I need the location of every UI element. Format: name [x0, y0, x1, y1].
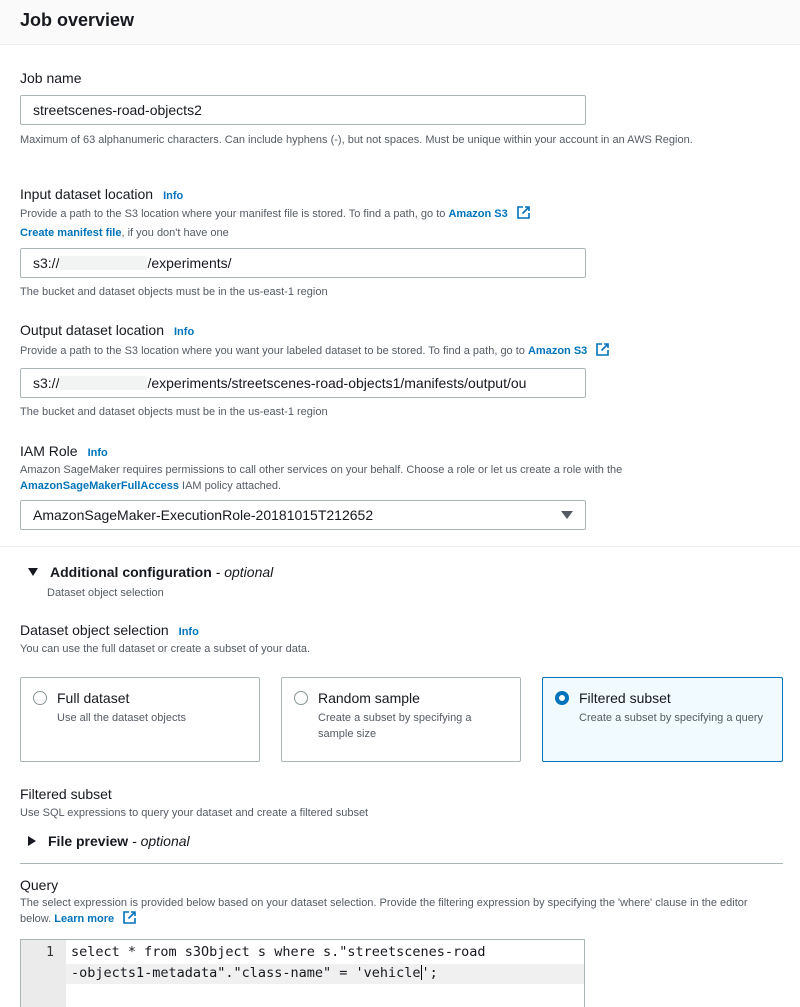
- job-name-label: Job name: [20, 70, 82, 86]
- output-location-desc: [20, 343, 609, 359]
- additional-config-optional: - optional: [215, 564, 274, 580]
- create-manifest-line: [20, 225, 229, 241]
- input-location-suffix: /experiments/: [147, 255, 232, 271]
- redacted-bucket: [59, 376, 147, 390]
- file-preview-title: File preview: [48, 833, 129, 849]
- iam-role-info-link[interactable]: Info: [87, 447, 108, 459]
- output-location-suffix: /experiments/streetscenes-road-objects1/manifests/output/ou: [147, 375, 527, 391]
- iam-role-desc-suffix: IAM policy attached.: [182, 480, 282, 492]
- page-title: Job overview: [20, 10, 135, 30]
- object-selection-desc: You can use the full dataset or create a subset of your data.: [20, 643, 311, 655]
- object-selection-info-link[interactable]: Info: [178, 626, 199, 638]
- output-location-label-text: Output dataset location: [20, 322, 164, 338]
- output-location-input[interactable]: [20, 368, 586, 398]
- tile-title: Filtered subset: [579, 690, 671, 706]
- output-location-hint: The bucket and dataset objects must be in the us-east-1 region: [20, 406, 328, 418]
- file-preview-optional: - optional: [132, 833, 190, 849]
- tile-full-dataset[interactable]: [20, 677, 260, 762]
- query-editor[interactable]: [20, 939, 585, 1007]
- tile-desc: Use all the dataset objects: [57, 712, 187, 724]
- additional-config-toggle[interactable]: [28, 564, 273, 580]
- file-preview-toggle[interactable]: [28, 833, 190, 849]
- input-location-desc-text: Provide a path to the S3 location where your manifest file is stored. To find a path, go to: [20, 208, 446, 220]
- redacted-bucket: [59, 256, 147, 270]
- input-location-input[interactable]: [20, 248, 586, 278]
- code-line-2[interactable]: [71, 965, 438, 981]
- radio-full-dataset[interactable]: [33, 691, 47, 705]
- external-link-icon[interactable]: [517, 206, 530, 219]
- input-s3-link[interactable]: Amazon S3: [448, 208, 508, 220]
- tile-title: Random sample: [318, 690, 420, 706]
- output-location-info-link[interactable]: Info: [174, 326, 195, 338]
- input-location-info-link[interactable]: Info: [163, 190, 184, 202]
- learn-more-link[interactable]: Learn more: [54, 913, 115, 925]
- tile-filtered-subset[interactable]: [542, 677, 783, 762]
- input-location-hint: The bucket and dataset objects must be in the us-east-1 region: [20, 286, 328, 298]
- divider: [20, 863, 783, 864]
- iam-role-label-text: IAM Role: [20, 443, 78, 459]
- input-location-label: [20, 186, 183, 202]
- section-divider: [0, 546, 800, 547]
- additional-config-title: Additional configuration: [50, 564, 212, 580]
- line-number: 1: [46, 945, 54, 960]
- tile-random-sample[interactable]: [281, 677, 521, 762]
- query-desc: [20, 895, 780, 927]
- page-header: [0, 0, 800, 45]
- caret-down-icon: [28, 568, 38, 576]
- code-line-2-tail: ';: [421, 965, 438, 981]
- create-manifest-link[interactable]: Create manifest file: [20, 227, 122, 239]
- additional-config-subtitle: Dataset object selection: [47, 587, 164, 599]
- iam-role-select[interactable]: [20, 500, 586, 530]
- radio-random-sample[interactable]: [294, 691, 308, 705]
- code-line-1[interactable]: select * from s3Object s where s."streetscenes-road: [71, 944, 486, 960]
- input-location-desc: [20, 206, 530, 222]
- input-location-prefix: s3://: [33, 255, 60, 271]
- query-label: Query: [20, 877, 59, 893]
- job-name-input[interactable]: streetscenes-road-objects2: [20, 95, 586, 125]
- tile-title: Full dataset: [57, 690, 130, 706]
- tile-desc: Create a subset by specifying a sample size: [318, 712, 472, 740]
- code-line-2-text: -objects1-metadata"."class-name" = 'vehicle: [71, 965, 421, 981]
- output-location-label: [20, 322, 194, 338]
- iam-role-desc-text: Amazon SageMaker requires permissions to call other services on your behalf. Choose a role or let us create a role with the: [20, 464, 623, 476]
- caret-down-icon: [561, 511, 573, 519]
- radio-filtered-subset[interactable]: [555, 691, 569, 705]
- iam-role-label: [20, 443, 108, 459]
- iam-role-desc: [20, 462, 780, 494]
- filtered-subset-desc: Use SQL expressions to query your dataset and create a filtered subset: [20, 807, 369, 819]
- input-location-label-text: Input dataset location: [20, 186, 154, 202]
- iam-policy-link[interactable]: AmazonSageMakerFullAccess: [20, 480, 179, 492]
- query-desc-text: The select expression is provided below based on your dataset selection. Provide the filtering expression by specifying the 'where' clause in the editor below.: [20, 897, 748, 925]
- create-manifest-suffix: , if you don't have one: [121, 227, 229, 239]
- tile-desc: Create a subset by specifying a query: [579, 712, 764, 724]
- external-link-icon[interactable]: [123, 911, 136, 924]
- job-name-hint: Maximum of 63 alphanumeric characters. Can include hyphens (-), but not spaces. Must be unique within your account in an AWS Region.: [20, 134, 693, 146]
- output-s3-link[interactable]: Amazon S3: [527, 345, 588, 357]
- output-location-desc-text: Provide a path to the S3 location where you want your labeled dataset to be stored. To find a path, go to: [20, 345, 525, 357]
- object-selection-label: [20, 622, 199, 638]
- caret-right-icon: [28, 836, 36, 846]
- filtered-subset-label: Filtered subset: [20, 786, 112, 802]
- output-location-prefix: s3://: [33, 375, 60, 391]
- external-link-icon[interactable]: [596, 343, 609, 356]
- iam-role-selected-value: AmazonSageMaker-ExecutionRole-20181015T212652: [33, 507, 374, 523]
- object-selection-label-text: Dataset object selection: [20, 622, 169, 638]
